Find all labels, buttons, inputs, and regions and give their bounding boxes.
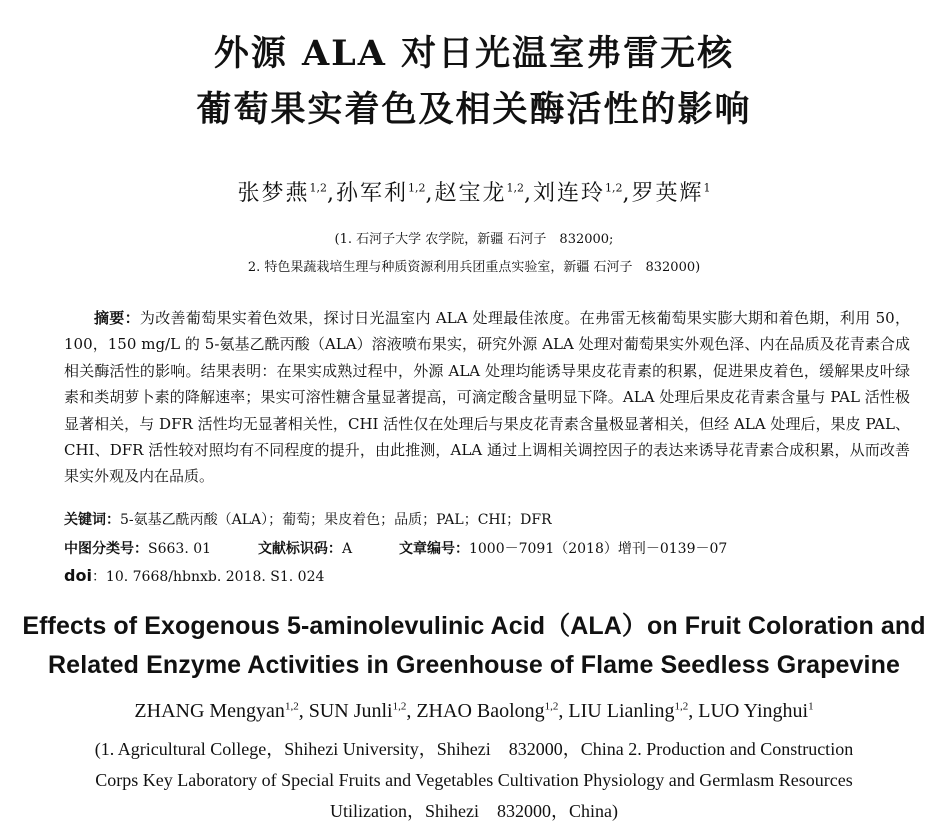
doc-code-value: A: [341, 541, 353, 557]
author-cn-sup: 1,2: [309, 181, 327, 195]
author-cn: 刘连玲: [533, 181, 606, 206]
author-en-sup: 1,2: [392, 700, 407, 713]
doi-line: [64, 566, 324, 586]
keywords: [64, 509, 552, 529]
author-cn: 赵宝龙: [434, 181, 507, 206]
author-en-sup: 1: [808, 700, 814, 713]
authors-en: ZHANG Mengyan$^{1,2}$, SUN Junli$^{1,2}$, ZHAO Baolong$^{1,2}$, LIU Lianling$^{1,2}$, LUO Yinghui$^1$: [134, 700, 814, 722]
author-en: LUO Yinghui: [698, 700, 809, 722]
authors-cn: 张梦燕$^{1,2}$,孙军利$^{1,2}$,赵宝龙$^{1,2}$,刘连玲$^{1,2}$,罗英辉$^1$: [237, 181, 711, 206]
classification-line: [64, 538, 727, 558]
abstract: [64, 305, 910, 490]
title-en-line2: Related Enzyme Activities in Greenhouse of Flame Seedless Grapevine: [48, 651, 900, 679]
author-cn: 罗英辉: [631, 181, 704, 206]
affiliation-en-line3: Utilization，Shihezi 832000，China): [330, 801, 618, 821]
affiliation-cn-line2: 2. 特色果蔬栽培生理与种质资源利用兵团重点实验室，新疆 石河子 832000): [247, 260, 701, 275]
author-cn: 张梦燕: [237, 181, 310, 206]
article-no-label: 文章编号：: [398, 541, 469, 557]
affiliation-en-line2: Corps Key Laboratory of Special Fruits and Vegetables Cultivation Physiology and Germlasm Resources: [95, 770, 853, 790]
author-en-sup: 1,2: [544, 700, 559, 713]
title-cn-line1: 外源 ALA 对日光温室弗雷无核: [213, 33, 735, 74]
doc-code-label: 文献标识码：: [257, 541, 342, 557]
author-cn-sup: 1,2: [407, 181, 426, 195]
abstract-label: 摘要：: [94, 309, 140, 327]
affiliation-en-line1: (1. Agricultural College，Shihezi University，Shihezi 832000，China 2. Production and Construction: [94, 739, 854, 759]
doi-label: doi: [64, 566, 92, 585]
affiliation-cn-line1: (1. 石河子大学 农学院，新疆 石河子 832000;: [334, 232, 614, 247]
author-cn-sup: 1: [703, 181, 711, 195]
author-en: ZHAO Baolong: [416, 700, 545, 722]
title-cn-line2: 葡萄果实着色及相关酶活性的影响: [196, 89, 752, 130]
author-en-sup: 1,2: [284, 700, 299, 713]
author-en: ZHANG Mengyan: [134, 700, 285, 722]
abstract-text: 为改善葡萄果实着色效果，探讨日光温室内 ALA 处理最佳浓度。在弗雷无核葡萄果实膨大期和着色期，利用 50，100，150 mg/L 的 5-氨基乙酰丙酸（ALA）溶液喷布果实，研究外源 ALA 处理对葡萄果实外观色泽、内在品质及花青素合成相关酶活性的影响。结果表明：在果实成熟过程中，外源 ALA 处理均能诱导果皮花青素的积累，促进果皮着色，缓解果皮叶绿素和类胡萝卜素的降解速率；果实可溶性糖含量显著提高，可滴定酸含量明显下降。ALA 处理后果皮花青素含量与 PAL 活性极显著相关，与 DFR 活性均无显著相关性，CHI 活性仅在处理后与果皮花青素含量极显著相关，但经 ALA 处理后，果皮 PAL、CHI、DFR 活性较对照均有不同程度的提升，由此推测，ALA 通过上调相关调控因子的表达来诱导花青素合成积累，从而改善果实外观及内在品质。: [64, 309, 910, 486]
article-no-value: 1000－7091（2018）增刊－0139－07: [468, 541, 728, 557]
affiliation-en: [40, 734, 908, 827]
author-cn-sup: 1,2: [506, 181, 524, 195]
keywords-text: 5-氨基乙酰丙酸（ALA）；葡萄；果皮着色；品质；PAL；CHI；DFR: [120, 512, 552, 528]
clc-value: S663. 01: [148, 541, 212, 557]
author-en-sup: 1,2: [674, 700, 689, 713]
author-en: SUN Junli: [308, 700, 393, 722]
clc-label: 中图分类号：: [64, 541, 148, 557]
keywords-label: 关键词：: [64, 512, 120, 528]
author-cn: 孙军利: [335, 181, 408, 206]
doi-value: ：10. 7668/hbnxb. 2018. S1. 024: [91, 569, 325, 585]
author-en: LIU Lianling: [568, 700, 675, 722]
author-cn-sup: 1,2: [605, 181, 623, 195]
title-en-line1: Effects of Exogenous 5-aminolevulinic Acid（ALA）on Fruit Coloration and: [22, 612, 926, 640]
